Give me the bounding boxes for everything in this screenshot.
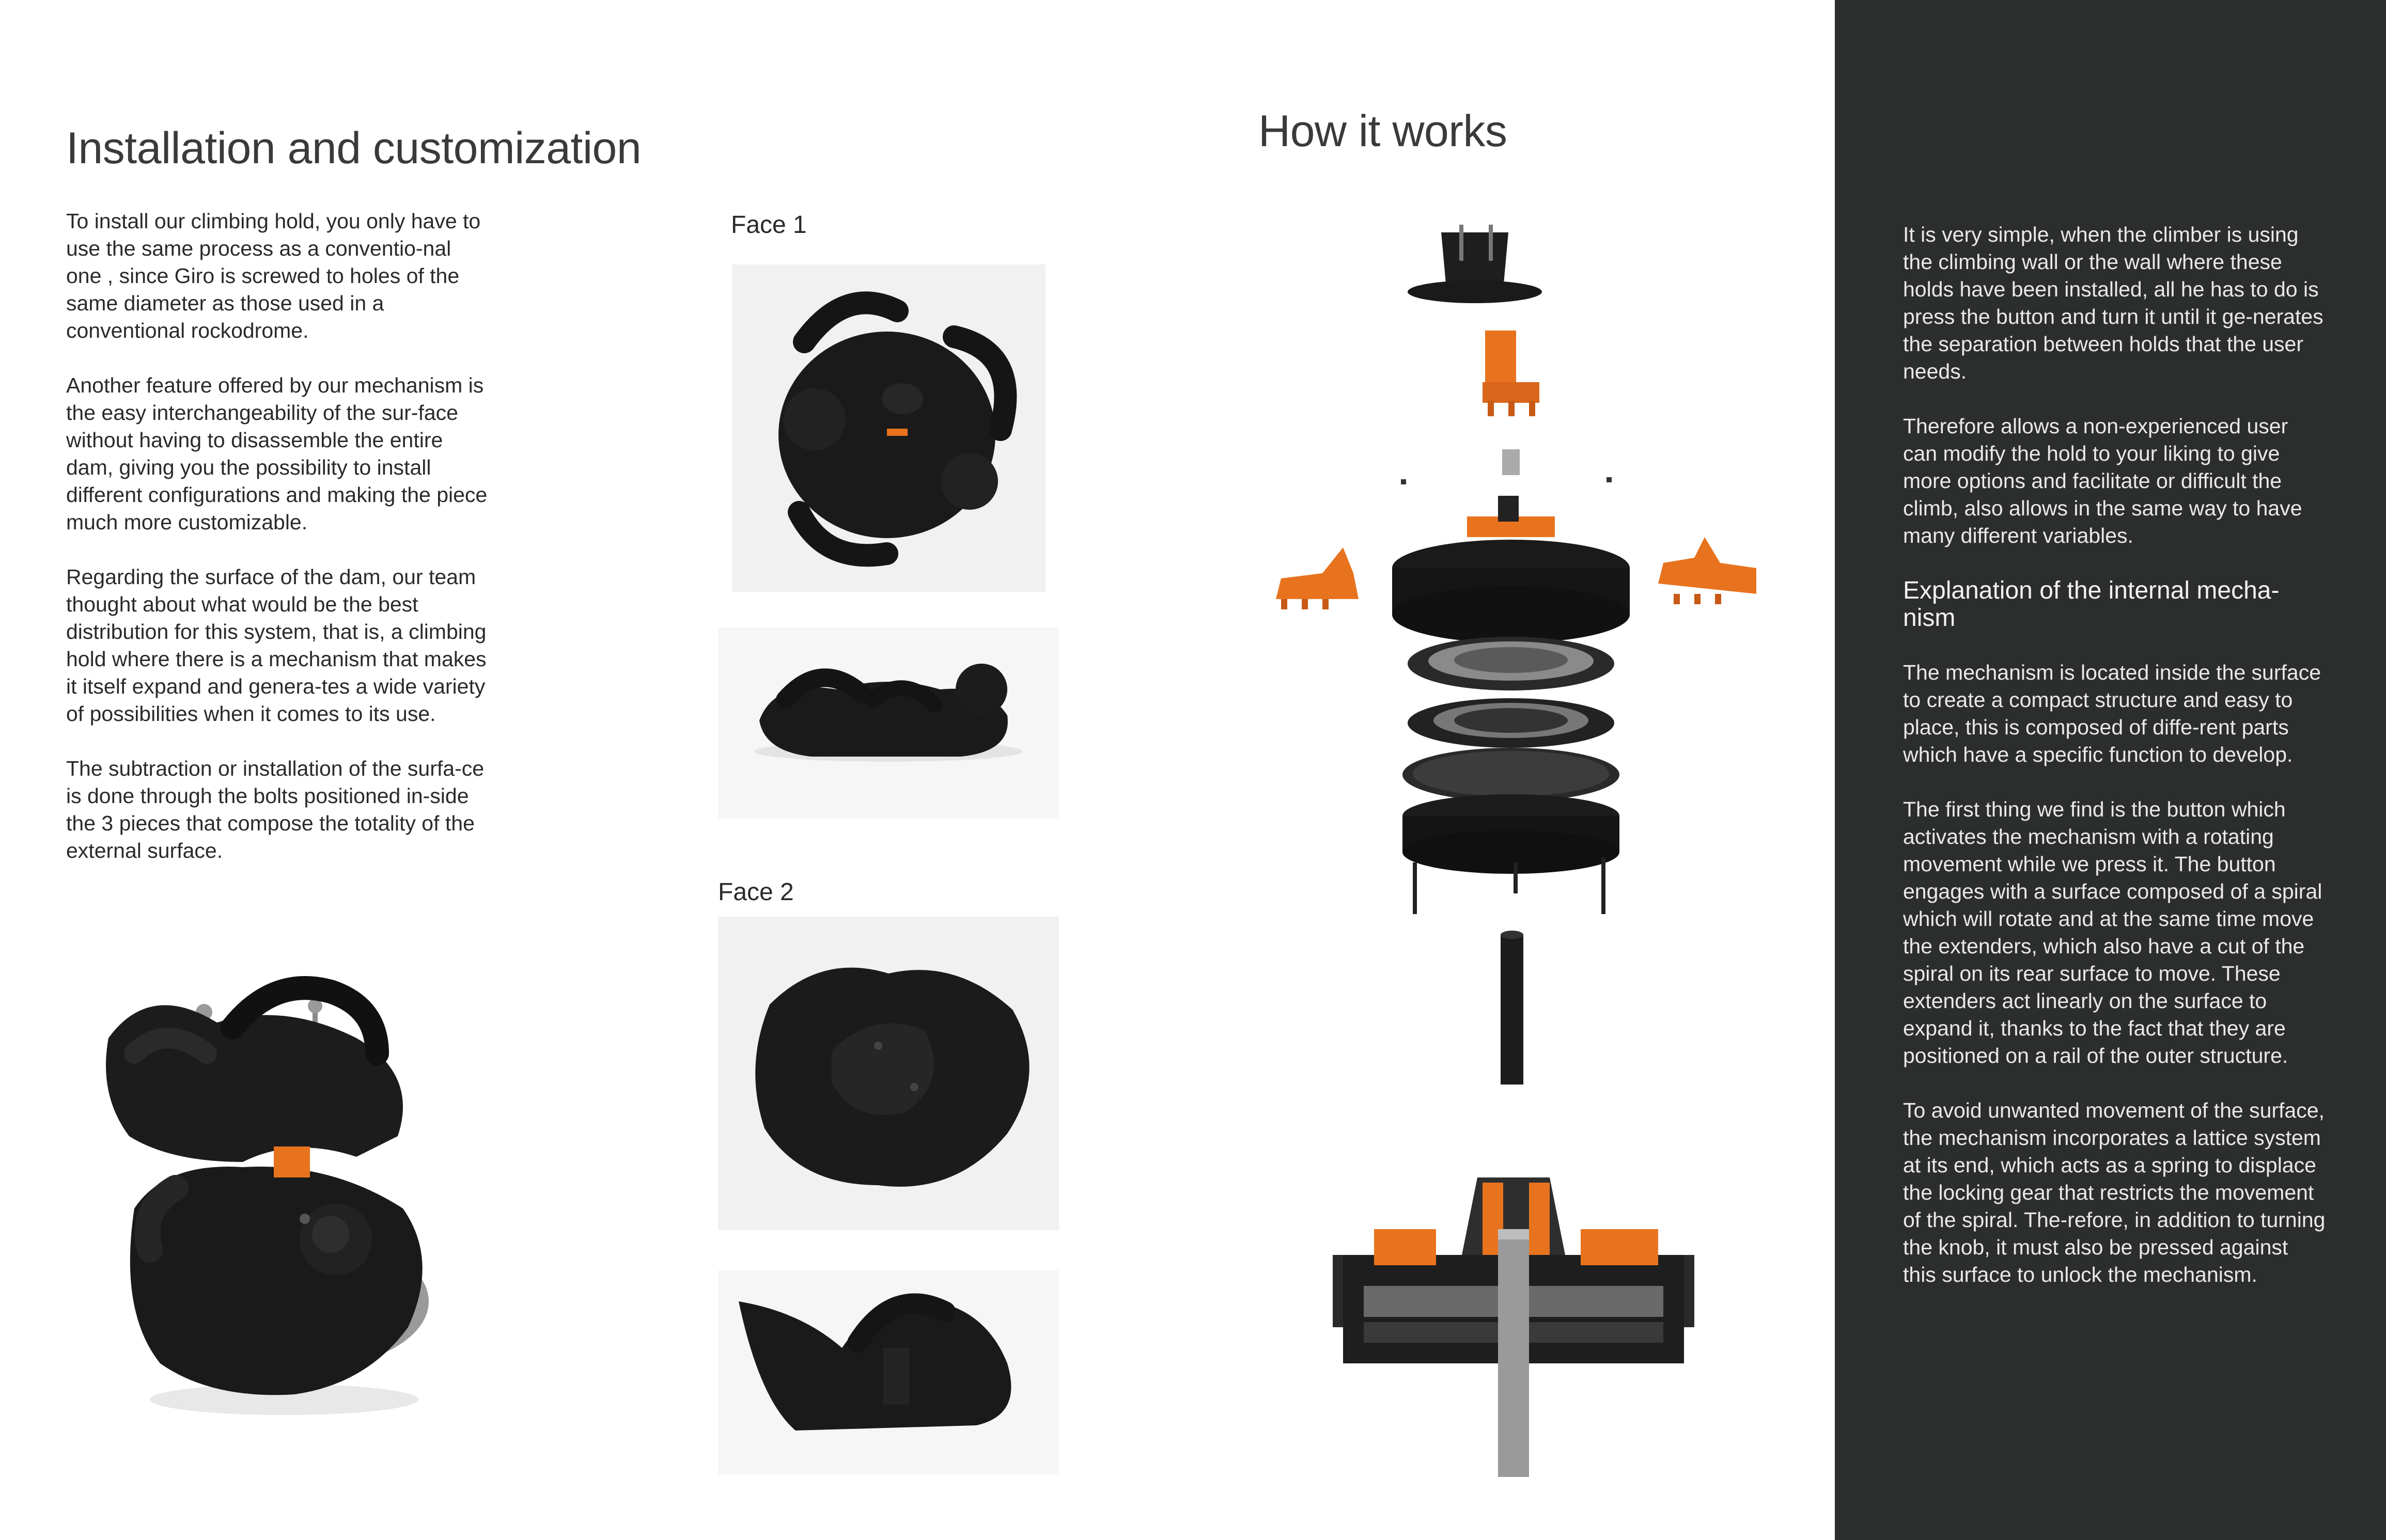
face-1-top-photo — [732, 264, 1046, 592]
explanation-panel — [1835, 0, 2386, 1540]
mechanism-paragraph-2: The first thing we find is the button which activates the mechanism with a rotating movement while we press it. The button engages with a surface composed of a spiral which will rotate and at the same time move the extenders, which also have a cut of the spiral on its rear surface to move. These extenders act linearly on the surface to expand it, thanks to the fact that they are positioned on a rail of the outer structure. — [1903, 797, 2322, 1067]
mechanism-paragraph-3: To avoid unwanted movement of the surface, the mechanism incorporates a lattice system at its end, which acts as a spring to displace the locking gear that restricts the movement of the spiral. The-refore, in addition to turning the knob, it must also be pressed against this surface to unlock the mechanism. — [1903, 1098, 2326, 1286]
explanation-text — [1903, 221, 2327, 1316]
mechanism-exploded-diagram — [1271, 217, 1767, 1095]
installation-text — [66, 208, 490, 892]
face-2-label: Face 2 — [718, 878, 794, 906]
face-1-label: Face 1 — [731, 211, 807, 239]
installation-paragraph-4: The subtraction or installation of the surfa-ce is done through the bolts positioned in-side the 3 pieces that compose the totality of the external surface. — [66, 757, 485, 862]
installation-paragraph-2: Another feature offered by our mechanism is the easy interchangeability of the sur-face without having to disassemble the entire dam, giving you the possibility to install different configurations and making the piece much more customizable. — [66, 373, 488, 534]
mechanism-section-view — [1333, 1167, 1694, 1477]
installation-paragraph-3: Regarding the surface of the dam, our team thought about what would be the best distribution for this system, that is, a climbing hold where there is a mechanism that makes it itself expand and genera-tes a wide variety of possibilities when it comes to its use. — [66, 565, 487, 726]
hold-exploded-render — [88, 919, 480, 1425]
internal-mechanism-subheading: Explanation of the internal mecha-nism — [1903, 577, 2280, 632]
installation-paragraph-1: To install our climbing hold, you only have to use the same process as a conventio-nal one , since Giro is screwed to holes of the same diameter as those used in a conventional rockodrome. — [66, 209, 481, 342]
explanation-paragraph-1: It is very simple, when the climber is using the climbing wall or the wall where these holds have been installed, all he has to do is press the button and turn it until it ge-nerates the separation between holds that the user needs. — [1903, 223, 2323, 383]
explanation-paragraph-2: Therefore allows a non-experienced user can modify the hold to your liking to give more options and facilitate or difficult the climb, also allows in the same way to have many different variables. — [1903, 414, 2302, 547]
installation-title: Installation and customization — [66, 123, 642, 173]
face-2-side-photo — [718, 1270, 1059, 1474]
face-1-side-photo — [718, 627, 1059, 819]
face-2-top-photo — [718, 917, 1059, 1230]
mechanism-paragraph-1: The mechanism is located inside the surface to create a compact structure and easy to place, this is composed of diffe-rent parts which have a specific function to develop. — [1903, 661, 2321, 766]
how-it-works-title: How it works — [1258, 106, 1507, 156]
